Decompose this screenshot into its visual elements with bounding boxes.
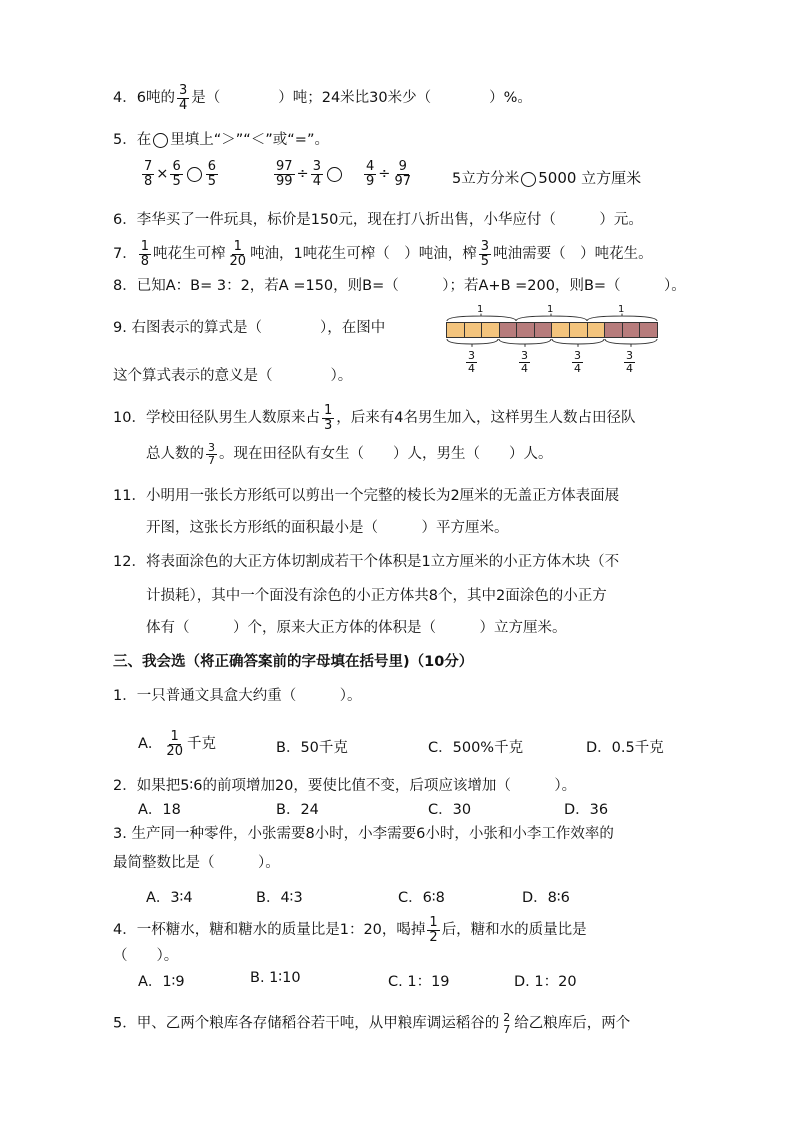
question-7: 7． $\frac{1}{8}$ 吨花生可榨 $\frac{1}{20}$ 吨油，1吨花生可榨（ ）吨油，榨 $\frac{3}{5}$ 吨油需要（ ）吨花生。	[113, 239, 653, 269]
top-braces	[446, 312, 658, 322]
question-12-line3: 体有（ ）个，原来大正方体的体积是（ ）立方厘米。	[146, 620, 567, 636]
compare-circle	[153, 133, 168, 148]
compare-circle	[521, 172, 536, 187]
choice-1-option-b: B．50千克	[276, 740, 348, 756]
choice-3-option-d: D．8∶6	[522, 890, 570, 906]
brace-label: 1	[477, 304, 484, 315]
choice-4-option-a: A．1∶9	[138, 974, 185, 990]
question-9-line2: 这个算式表示的意义是（ ）。	[113, 368, 353, 384]
choice-2-question: 2．如果把5∶6的前项增加20，要使比值不变，后项应该增加（ ）。	[113, 778, 577, 794]
compare-expr-1: $\frac{7}{8}$ × $\frac{6}{5}$ $\frac{6}{5}$	[144, 159, 216, 189]
fraction: $\frac{3}{4}$	[178, 83, 188, 113]
choice-1-option-a: A． $\frac{1}{20}$ 千克	[138, 729, 216, 759]
section-heading: 三、我会选（将正确答案前的字母填在括号里)（10分）	[113, 654, 474, 670]
fraction-bar	[446, 322, 658, 338]
compare-expr-2: $\frac{97}{99}$ ÷ $\frac{3}{4}$	[272, 160, 344, 188]
choice-1-option-d: D．0.5千克	[586, 740, 664, 756]
question-12-line1: 12．将表面涂色的大正方体切割成若干个体积是1立方厘米的小正方体木块（不	[113, 554, 620, 570]
question-12-line2: 计损耗），其中一个面没有涂色的小正方体共8个，其中2面涂色的小正方	[146, 588, 607, 604]
choice-5-line1: 5．甲、乙两个粮库各存储稻谷若干吨，从甲粮库调运稻谷的 2 7 给乙粮库后，两个	[113, 1011, 631, 1036]
question-11-line1: 11．小明用一张长方形纸可以剪出一个完整的棱长为2厘米的无盖正方体表面展	[113, 488, 620, 504]
choice-1-option-c: C．500%千克	[428, 740, 524, 756]
choice-2-option-c: C．30	[428, 802, 472, 818]
compare-expr-4: 5立方分米 5000 立方厘米	[452, 169, 642, 187]
question-6: 6．李华买了一件玩具，标价是150元，现在打八折出售，小华应付（ ）元。	[113, 212, 643, 228]
choice-3-option-b: B．4∶3	[256, 890, 303, 906]
compare-circle	[327, 167, 342, 182]
question-9-line1: 9. 右图表示的算式是（ ），在图中	[113, 320, 386, 336]
question-8: 8．已知A：B= 3：2，若A =150，则B=（ ）；若A+B =200，则B=（ ）。	[113, 278, 686, 294]
choice-1-question: 1．一只普通文具盒大约重（ ）。	[113, 688, 362, 704]
question-10-line1: 10．学校田径队男生人数原来占 $\frac{1}{3}$ ，后来有4名男生加入，这样男生人数占田径队	[113, 403, 636, 433]
compare-expr-3: $\frac{4}{9}$ ÷ $\frac{9}{97}$	[366, 159, 411, 189]
choice-4-line2: （ ）。	[113, 948, 179, 964]
choice-2-option-b: B．24	[276, 802, 319, 818]
choice-3-line1: 3. 生产同一种零件，小张需要8小时，小李需要6小时，小张和小李工作效率的	[113, 826, 614, 842]
brace-label: 1	[618, 304, 625, 315]
choice-4-option-c: C. 1：19	[388, 974, 450, 990]
choice-2-option-a: A．18	[138, 802, 181, 818]
question-4: 4．6吨的 $\frac{3}{4}$ 是（ ）吨；24米比30米少（ ）%。	[113, 83, 532, 113]
choice-4-option-d: D. 1：20	[514, 974, 577, 990]
question-10-line2: 总人数的 $\frac{3}{7}$ 。现在田径队有女生（ ）人，男生（ ）人。	[146, 441, 553, 467]
choice-3-option-a: A．3∶4	[146, 890, 193, 906]
choice-3-line2: 最简整数比是（ ）。	[113, 855, 280, 871]
brace-label: 1	[547, 304, 554, 315]
choice-3-option-c: C．6∶8	[398, 890, 445, 906]
choice-2-option-d: D．36	[564, 802, 609, 818]
choice-4-line1: 4．一杯糖水，糖和糖水的质量比是1：20，喝掉 $\frac{1}{2}$ 后，糖和水的质量比是	[113, 915, 587, 945]
compare-circle	[187, 167, 202, 182]
question-11-line2: 开图，这张长方形纸的面积最小是（ ）平方厘米。	[146, 520, 509, 536]
question-5: 5．在 里填上“＞”“＜”或“=”。	[113, 132, 329, 148]
choice-4-option-b: B. 1∶10	[250, 970, 301, 986]
